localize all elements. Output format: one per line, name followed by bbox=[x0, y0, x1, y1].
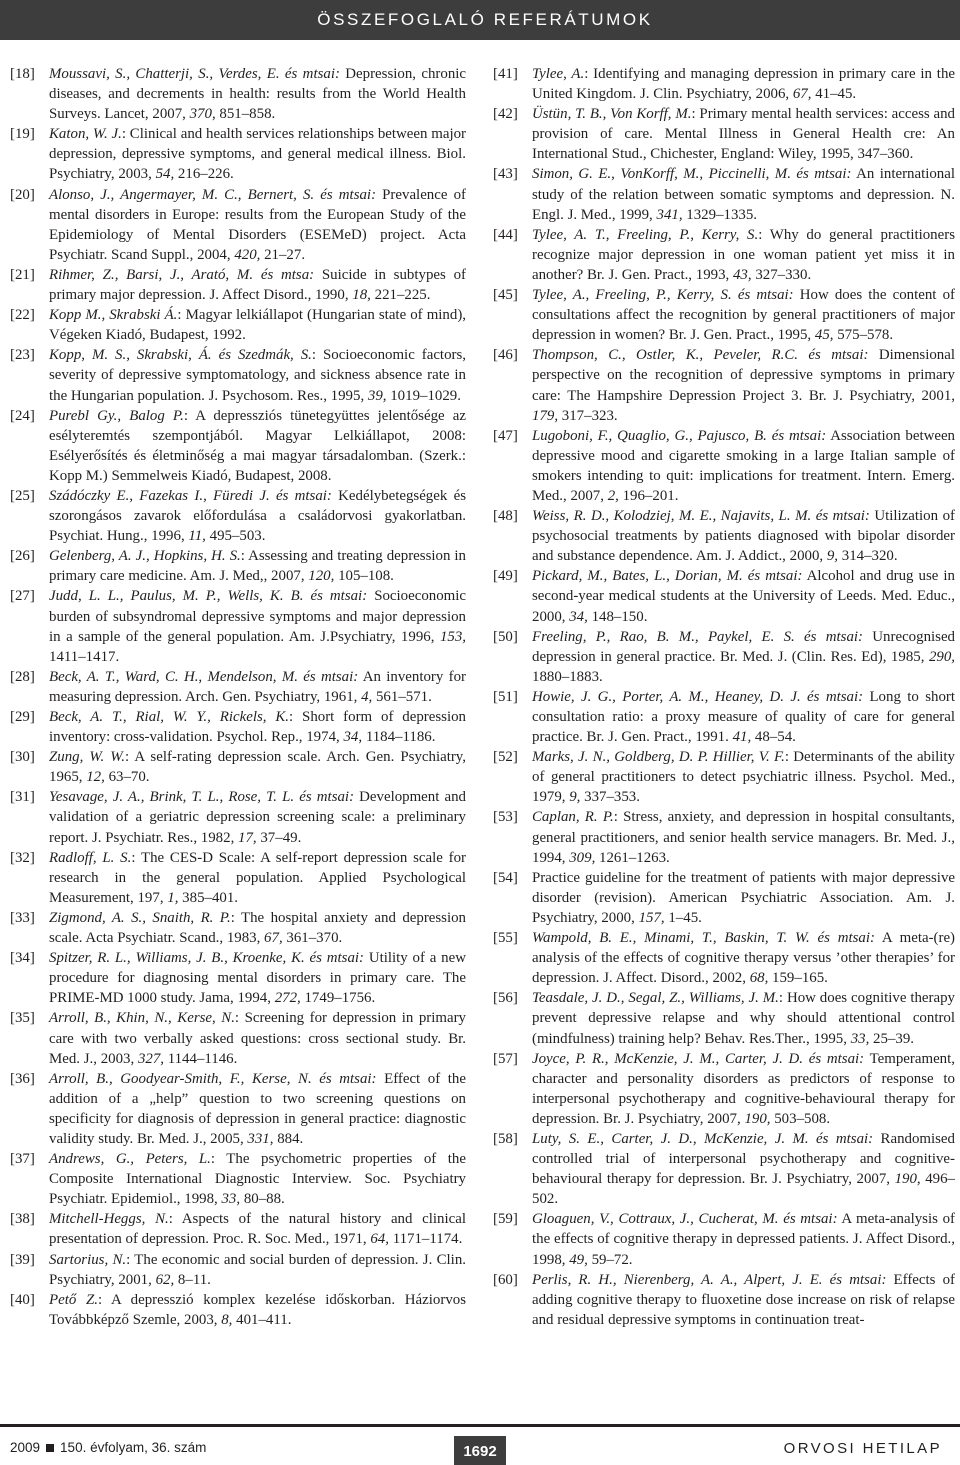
reference-item bbox=[10, 667, 466, 707]
reference-number: [56] bbox=[493, 990, 518, 1007]
reference-authors: Kopp M., Skrabski Á. bbox=[49, 307, 178, 324]
reference-volume: 327, bbox=[137, 1050, 164, 1067]
reference-item bbox=[493, 1129, 955, 1209]
reference-text: Depression, chronic diseases, and decrements in health: results from the World Health Surveys. Lancet, 2007, bbox=[49, 66, 467, 123]
reference-number: [38] bbox=[10, 1211, 35, 1228]
reference-volume: 153, bbox=[439, 628, 466, 645]
reference-authors: Weiss, R. D., Kolodziej, M. E., Najavits, L. M. és mtsai: bbox=[532, 508, 870, 525]
reference-pages: 216–226. bbox=[174, 166, 234, 183]
journal-name: ORVOSI HETILAP bbox=[783, 1440, 942, 1457]
reference-pages: 361–370. bbox=[282, 930, 343, 947]
reference-authors: Howie, J. G., Porter, A. M., Heaney, D. J. és mtsai: bbox=[532, 688, 864, 705]
reference-text: : The psychometric properties of the Composite International Diagnostic Interview. Soc. Psychiatry Psychiatr. Epidemiol., 1998, bbox=[49, 1151, 466, 1208]
reference-authors: Szádóczky E., Fazekas I., Füredi J. és mtsai: bbox=[49, 487, 332, 504]
reference-authors: Beck, A. T., Rial, W. Y., Rickels, K. bbox=[49, 709, 290, 725]
reference-number: [31] bbox=[10, 789, 35, 806]
reference-volume: 2, bbox=[607, 487, 619, 504]
reference-pages: 327–330. bbox=[751, 266, 812, 283]
reference-authors: Moussavi, S., Chatterji, S., Verdes, E. és mtsai: bbox=[49, 66, 340, 82]
reference-number: [32] bbox=[10, 849, 35, 866]
reference-text: Suicide in subtypes of primary major depression. J. Affect Disord., 1990, bbox=[49, 266, 466, 304]
reference-item bbox=[10, 124, 466, 184]
reference-authors: Alonso, J., Angermayer, M. C., Bernert, S. és mtsai: bbox=[49, 186, 377, 203]
reference-volume: 420, bbox=[234, 246, 261, 263]
reference-authors: Mitchell-Heggs, N. bbox=[49, 1211, 169, 1228]
reference-number: [22] bbox=[10, 307, 35, 324]
reference-authors: Kopp, M. S., Skrabski, Á. és Szedmák, S. bbox=[49, 347, 312, 364]
reference-authors: Gloaguen, V., Cottraux, J., Cucherat, M. és mtsai: bbox=[532, 1211, 838, 1228]
reference-text: : How does cognitive therapy prevent depressive relapse and why should attentional control (mindfulness) training help? Behav. Res.Ther., 1995, bbox=[532, 990, 955, 1047]
reference-item bbox=[493, 285, 955, 345]
reference-number: [57] bbox=[493, 1050, 518, 1067]
reference-pages: 59–72. bbox=[587, 1251, 633, 1268]
reference-number: [23] bbox=[10, 347, 35, 364]
reference-text: : Short form of depression inventory: cross-validation. Psychol. Rep., 1974, bbox=[49, 709, 466, 746]
reference-item bbox=[493, 1049, 955, 1129]
reference-number: [58] bbox=[493, 1130, 518, 1147]
reference-number: [20] bbox=[10, 186, 35, 203]
reference-pages: 314–320. bbox=[838, 548, 898, 565]
reference-item bbox=[493, 164, 955, 224]
reference-text: Kedélybetegségek és szorongásos zavarok előfordulása a családorvosi gyakorlatban. Psychiat. Hung., 1996, bbox=[49, 487, 466, 545]
reference-number: [49] bbox=[493, 568, 518, 585]
reference-text: Dimensional perspective on the recognition of depressive symptoms in primary care: The Hampshire Depression Project 3. Br. J. Psychiatry, 2001, bbox=[532, 347, 955, 404]
reference-number: [19] bbox=[10, 126, 35, 143]
reference-volume: 8, bbox=[221, 1311, 233, 1328]
reference-authors: Zigmond, A. S., Snaith, R. P. bbox=[49, 909, 231, 926]
reference-volume: 68, bbox=[749, 970, 769, 987]
reference-number: [42] bbox=[493, 106, 518, 123]
reference-volume: 272, bbox=[274, 990, 301, 1007]
reference-item bbox=[10, 1069, 466, 1149]
reference-pages: 496–502. bbox=[532, 1171, 955, 1208]
issue-info bbox=[10, 1440, 206, 1455]
reference-authors: Joyce, P. R., McKenzie, J. M., Carter, J. D. és mtsai: bbox=[532, 1050, 865, 1067]
reference-number: [25] bbox=[10, 487, 35, 504]
reference-authors: Wampold, B. E., Minami, T., Baskin, T. W. és mtsai: bbox=[532, 930, 875, 947]
reference-text: Alcohol and drug use in second-year medical students at the University of Leeds. Med. Educ., 2000, bbox=[532, 568, 955, 625]
reference-item bbox=[10, 848, 466, 908]
reference-number: [53] bbox=[493, 809, 518, 826]
reference-text: A meta-(re) analysis of the effects of cognitive therapy versus ’other therapies’ for depression. J. Affect. Disord., 2002, bbox=[532, 930, 956, 987]
reference-item bbox=[10, 406, 466, 486]
reference-authors: Spitzer, R. L., Williams, J. B., Kroenke, K. és mtsai: bbox=[49, 950, 364, 967]
references-right-column bbox=[493, 64, 955, 1330]
reference-volume: 17, bbox=[238, 829, 257, 846]
reference-authors: Sartorius, N. bbox=[49, 1251, 127, 1268]
footer-divider bbox=[0, 1424, 960, 1427]
reference-text: : Assessing and treating depression in primary care medicine. Am. J. Med,, 2007, bbox=[49, 548, 467, 585]
reference-item bbox=[493, 747, 955, 807]
reference-volume: 4, bbox=[361, 688, 373, 705]
reference-text: : Primary mental health services: access and provision of care. Mental Illness in General Health cre: An International Stud., Chichester, England: Wiley, 1995, 347–360. bbox=[532, 106, 955, 163]
reference-authors: Perlis, R. H., Nierenberg, A. A., Alpert, J. E. és mtsai: bbox=[532, 1271, 887, 1288]
section-title: ÖSSZEFOGLALÓ REFERÁTUMOK bbox=[317, 10, 653, 29]
reference-volume: 49, bbox=[569, 1251, 588, 1268]
reference-authors: Gelenberg, A. J., Hopkins, H. S. bbox=[49, 548, 241, 565]
reference-authors: Lugoboni, F., Quaglio, G., Pajusco, B. és mtsai: bbox=[532, 427, 827, 444]
reference-text: : A depressziós tünetegyüttes jelentősége az esélyteremtés szempontjából. Magyar Lelkiállapot, 2008: Esélyerősítés és életminőség a mai magyar társadalomban. (Szerk.: Kopp M.) Semmelweis Kiadó, Budapest, 2008. bbox=[49, 407, 466, 484]
reference-text: : Screening for depression in primary care with two verbally asked questions: cross sectional study. Br. Med. J., 2003, bbox=[49, 1010, 466, 1067]
reference-number: [59] bbox=[493, 1211, 518, 1228]
reference-volume: 34, bbox=[343, 729, 363, 746]
reference-number: [51] bbox=[493, 688, 518, 705]
reference-volume: 157, bbox=[638, 909, 665, 926]
reference-volume: 54, bbox=[155, 166, 175, 183]
reference-authors: Rihmer, Z., Barsi, J., Arató, M. és mtsa: bbox=[49, 266, 315, 283]
reference-volume: 18, bbox=[352, 287, 371, 304]
reference-text: Socioeconomic burden of subsyndromal depressive symptoms and major depression in a sample of the general population. Am. J.Psychiatry, 1996, bbox=[49, 588, 466, 645]
reference-volume: 9, bbox=[826, 548, 839, 565]
reference-pages: 1411–1417. bbox=[49, 648, 120, 665]
reference-pages: 385–401. bbox=[178, 889, 239, 906]
reference-number: [40] bbox=[10, 1291, 35, 1308]
reference-pages: 1184–1186. bbox=[362, 729, 436, 746]
reference-number: [28] bbox=[10, 668, 35, 685]
reference-item bbox=[493, 687, 955, 747]
reference-text: : Clinical and health services relationships between major depression, depressive symptoms, and general medical illness. Biol. Psychiatry, 2003, bbox=[49, 126, 466, 183]
reference-authors: Arroll, B., Khin, N., Kerse, N. bbox=[49, 1010, 235, 1027]
reference-number: [43] bbox=[493, 166, 518, 183]
reference-pages: 1–45. bbox=[664, 909, 702, 926]
reference-pages: 1749–1756. bbox=[300, 990, 376, 1007]
reference-pages: 495–503. bbox=[205, 528, 266, 545]
reference-item bbox=[10, 707, 466, 747]
reference-number: [54] bbox=[493, 869, 518, 886]
reference-number: [35] bbox=[10, 1010, 35, 1027]
reference-text: : The hospital anxiety and depression scale. Acta Psychiatr. Scand., 1983, bbox=[49, 909, 466, 947]
reference-authors: Yesavage, J. A., Brink, T. L., Rose, T. L. és mtsai: bbox=[49, 789, 355, 806]
reference-volume: 341, bbox=[656, 206, 683, 223]
reference-text: How does the content of consultations affect the recognition by general practitioners of major depression in women? Br. J. Gen. Pract., 1995, bbox=[532, 287, 955, 344]
reference-text: : A depresszió komplex kezelése időskorban. Háziorvos Továbbképző Szemle, 2003, bbox=[49, 1291, 467, 1328]
reference-item bbox=[10, 64, 466, 124]
reference-pages: 1880–1883. bbox=[532, 668, 603, 685]
reference-authors: Luty, S. E., Carter, J. D., McKenzie, J. M. és mtsai: bbox=[532, 1130, 874, 1147]
reference-volume: 62, bbox=[155, 1271, 175, 1288]
reference-pages: 503–508. bbox=[770, 1110, 831, 1127]
reference-item bbox=[493, 868, 955, 928]
reference-text: Randomised controlled trial of interpersonal psychotherapy and cognitive-behavioural therapy for depression. Br. J. Psychiatry, 2007, bbox=[532, 1130, 955, 1188]
reference-number: [29] bbox=[10, 709, 35, 725]
reference-number: [27] bbox=[10, 588, 35, 605]
reference-volume: 67, bbox=[792, 86, 812, 103]
reference-item bbox=[10, 948, 466, 1008]
reference-item bbox=[493, 104, 955, 164]
reference-number: [46] bbox=[493, 347, 518, 364]
reference-authors: Tylee, A. bbox=[532, 66, 585, 82]
reference-text: : Stress, anxiety, and depression in hospital consultants, general practitioners, and senior health service managers. Br. Med. J., 1994, bbox=[532, 809, 955, 866]
reference-authors: Simon, G. E., VonKorff, M., Piccinelli, M. és mtsai: bbox=[532, 166, 852, 183]
reference-authors: Beck, A. T., Ward, C. H., Mendelson, M. és mtsai: bbox=[49, 668, 359, 685]
reference-volume: 309, bbox=[569, 849, 596, 866]
reference-text: : The CES-D Scale: A self-report depression scale for research in the general population. Applied Psychological Measurement, 197, bbox=[49, 849, 466, 906]
reference-pages: 1261–1263. bbox=[595, 849, 670, 866]
reference-volume: 179, bbox=[532, 407, 559, 424]
reference-number: [48] bbox=[493, 508, 518, 525]
reference-text: : Determinants of the ability of general practitioners to detect psychiatric illness. Psychol. Med., 1979, bbox=[532, 749, 955, 806]
reference-item bbox=[10, 486, 466, 546]
reference-number: [45] bbox=[493, 287, 518, 304]
reference-authors: Freeling, P., Rao, B. M., Paykel, E. S. és mtsai: bbox=[532, 628, 863, 645]
reference-text: Practice guideline for the treatment of patients with major depressive disorder (revision). American Psychiatric Association. Am. J. Psychiatry, 2000, bbox=[532, 869, 955, 926]
reference-item bbox=[10, 1008, 466, 1068]
section-header bbox=[0, 0, 960, 40]
reference-pages: 884. bbox=[273, 1130, 304, 1147]
reference-volume: 9, bbox=[569, 789, 581, 806]
reference-volume: 290, bbox=[928, 648, 955, 665]
reference-number: [33] bbox=[10, 909, 35, 926]
reference-text: : Why do general practitioners recognize major depression in one woman patient yet miss it in another? Br. J. Gen. Pract., 1993, bbox=[532, 226, 955, 283]
reference-item bbox=[10, 1290, 466, 1330]
reference-number: [30] bbox=[10, 749, 35, 766]
reference-text: : A self-rating depression scale. Arch. Gen. Psychiatry, 1965, bbox=[49, 749, 466, 786]
reference-authors: Radloff, L. S. bbox=[49, 849, 132, 866]
reference-text: Unrecognised depression in general practice. Br. Med. J. (Clin. Res. Ed), 1985, bbox=[532, 628, 955, 665]
reference-pages: 80–88. bbox=[240, 1191, 285, 1208]
reference-number: [41] bbox=[493, 66, 518, 82]
reference-authors: Andrews, G., Peters, L. bbox=[49, 1151, 211, 1168]
reference-authors: Tylee, A., Freeling, P., Kerry, S. és mtsai: bbox=[532, 287, 794, 304]
reference-number: [44] bbox=[493, 226, 518, 243]
reference-item bbox=[493, 225, 955, 285]
reference-item bbox=[10, 747, 466, 787]
reference-item bbox=[493, 506, 955, 566]
reference-pages: 159–165. bbox=[768, 970, 828, 987]
reference-volume: 120, bbox=[308, 568, 335, 585]
reference-item bbox=[10, 345, 466, 405]
square-bullet-icon bbox=[46, 1444, 54, 1452]
reference-item bbox=[493, 1209, 955, 1269]
reference-volume: 190, bbox=[894, 1171, 921, 1188]
reference-item bbox=[10, 305, 466, 345]
reference-text: Long to short consultation ratio: a proxy measure of quality of care for general practice. Br. J. Gen. Pract., 1991. bbox=[532, 688, 956, 746]
reference-authors: Üstün, T. B., Von Korff, M. bbox=[532, 106, 692, 123]
reference-volume: 33, bbox=[221, 1191, 241, 1208]
reference-number: [21] bbox=[10, 266, 35, 283]
reference-text: Utilization of psychosocial treatments by patients diagnosed with bipolar disorder and substance dependence. Am. J. Addict., 2000, bbox=[532, 508, 955, 565]
reference-text: Effects of adding cognitive therapy to fluoxetine dose increase on risk of relapse and residual depressive symptoms in continuation treat- bbox=[532, 1271, 955, 1328]
reference-authors: Purebl Gy., Balog P. bbox=[49, 407, 184, 424]
reference-pages: 8–11. bbox=[174, 1271, 211, 1288]
reference-pages: 1329–1335. bbox=[682, 206, 758, 223]
reference-item bbox=[10, 1250, 466, 1290]
reference-authors: Caplan, R. P. bbox=[532, 809, 614, 826]
reference-authors: Arroll, B., Goodyear-Smith, F., Kerse, N. és mtsai: bbox=[49, 1070, 377, 1087]
reference-text: Temperament, character and personality disorders as predictors of response to interpersonal psychotherapy and cognitive-behavioural therapy for depression. Br. J. Psychiatry, 2007, bbox=[532, 1050, 955, 1127]
reference-authors: Katon, W. J. bbox=[49, 126, 122, 143]
reference-authors: Pető Z. bbox=[49, 1291, 99, 1308]
reference-volume: 12, bbox=[86, 769, 105, 786]
reference-pages: 561–571. bbox=[372, 688, 432, 705]
reference-item bbox=[493, 988, 955, 1048]
reference-authors: Zung, W. W. bbox=[49, 749, 126, 766]
reference-text: : Aspects of the natural history and clinical presentation of depression. Proc. R. Soc. Med., 1971, bbox=[49, 1211, 466, 1248]
reference-item bbox=[493, 1270, 955, 1330]
reference-number: [60] bbox=[493, 1271, 518, 1288]
reference-pages: 851–858. bbox=[215, 106, 276, 123]
reference-pages: 21–27. bbox=[260, 246, 306, 263]
reference-volume: 190, bbox=[744, 1110, 771, 1127]
reference-pages: 317–323. bbox=[558, 407, 618, 424]
reference-volume: 370, bbox=[189, 106, 216, 123]
reference-number: [39] bbox=[10, 1251, 35, 1268]
page-number: 1692 bbox=[454, 1436, 506, 1465]
reference-pages: 105–108. bbox=[334, 568, 394, 585]
reference-item bbox=[493, 426, 955, 506]
reference-pages: 221–225. bbox=[370, 287, 431, 304]
reference-pages: 1171–1174. bbox=[388, 1231, 463, 1248]
reference-number: [34] bbox=[10, 950, 35, 967]
reference-number: [47] bbox=[493, 427, 518, 444]
reference-volume: 64, bbox=[370, 1231, 389, 1248]
reference-authors: Judd, L. L., Paulus, M. P., Wells, K. B. és mtsai: bbox=[49, 588, 368, 605]
reference-item bbox=[493, 807, 955, 867]
reference-pages: 37–49. bbox=[256, 829, 302, 846]
reference-text: Effect of the addition of a „help” question to two screening questions on specificity for diagnosis of depression in general practice: diagnostic validity study. Br. Med. J., 2005, bbox=[49, 1070, 466, 1147]
reference-pages: 41–45. bbox=[811, 86, 857, 103]
reference-volume: 39, bbox=[367, 387, 387, 404]
reference-pages: 148–150. bbox=[587, 608, 648, 625]
reference-volume: 43, bbox=[732, 266, 752, 283]
reference-pages: 575–578. bbox=[833, 327, 894, 344]
reference-number: [36] bbox=[10, 1070, 35, 1087]
reference-volume: 67, bbox=[264, 930, 283, 947]
reference-number: [50] bbox=[493, 628, 518, 645]
reference-authors: Marks, J. N., Goldberg, D. P. Hillier, V. F. bbox=[532, 749, 785, 766]
reference-item bbox=[10, 908, 466, 948]
reference-number: [55] bbox=[493, 930, 518, 947]
reference-text: An inventory for measuring depression. Arch. Gen. Psychiatry, 1961, bbox=[49, 668, 466, 705]
reference-pages: 337–353. bbox=[580, 789, 640, 806]
reference-number: [18] bbox=[10, 66, 35, 82]
reference-text: : Socioeconomic factors, severity of depressive symptomatology, and sickness absence rate in the Hungarian population. J. Psychosom. Res., 1995, bbox=[49, 347, 466, 404]
reference-text: : Magyar lelkiállapot (Hungarian state of mind), Végeken Kiadó, Budapest, 1992. bbox=[49, 307, 466, 344]
reference-item bbox=[493, 566, 955, 626]
reference-pages: 1144–1146. bbox=[164, 1050, 238, 1067]
reference-item bbox=[10, 787, 466, 847]
reference-number: [37] bbox=[10, 1151, 35, 1168]
reference-number: [52] bbox=[493, 749, 518, 766]
reference-item bbox=[10, 265, 466, 305]
reference-volume: 34, bbox=[569, 608, 588, 625]
reference-item bbox=[493, 627, 955, 687]
reference-item bbox=[10, 1149, 466, 1209]
reference-text: An international study of the relation between somatic symptoms and depression. N. Engl. J. Med., 1999, bbox=[532, 166, 956, 223]
reference-volume: 41, bbox=[732, 729, 752, 746]
reference-text: Development and validation of a geriatric depression screening scale: a preliminary report. J. Psychiatr. Res., 1982, bbox=[49, 789, 466, 846]
reference-authors: Thompson, C., Ostler, K., Peveler, R.C. és mtsai: bbox=[532, 347, 869, 364]
reference-volume: 45, bbox=[814, 327, 834, 344]
reference-item bbox=[493, 345, 955, 425]
reference-volume: 33, bbox=[850, 1030, 870, 1047]
reference-authors: Tylee, A. T., Freeling, P., Kerry, S. bbox=[532, 226, 759, 243]
reference-text: Utility of a new procedure for diagnosing mental disorders in primary care. The PRIME-MD 1000 study. Jama, 1994, bbox=[49, 950, 466, 1007]
reference-text: : The economic and social burden of depression. J. Clin. Psychiatry, 2001, bbox=[49, 1251, 466, 1288]
reference-number: [26] bbox=[10, 548, 35, 565]
reference-text: : Identifying and managing depression in primary care in the United Kingdom. J. Clin. Psychiatry, 2006, bbox=[532, 66, 955, 103]
page-footer bbox=[0, 1436, 960, 1465]
reference-authors: Teasdale, J. D., Segal, Z., Williams, J. M. bbox=[532, 990, 779, 1007]
reference-text: Association between depressive mood and cigarette smoking in a large Italian sample of smokers intending to quit: implications for treatment. Intern. Emerg. Med., 2007, bbox=[532, 427, 955, 504]
reference-pages: 63–70. bbox=[104, 769, 150, 786]
reference-volume: 11, bbox=[188, 528, 206, 545]
reference-number: [24] bbox=[10, 407, 35, 424]
reference-authors: Pickard, M., Bates, L., Dorian, M. és mtsai: bbox=[532, 568, 803, 585]
reference-item bbox=[10, 546, 466, 586]
reference-pages: 25–39. bbox=[869, 1030, 914, 1047]
footer-year: 2009 bbox=[10, 1440, 41, 1455]
reference-text: A meta-analysis of the effects of cognitive therapy in depressed patients. J. Affect Disord., 1998, bbox=[532, 1211, 955, 1268]
reference-volume: 331, bbox=[247, 1130, 274, 1147]
reference-pages: 48–54. bbox=[751, 729, 796, 746]
reference-item bbox=[493, 64, 955, 104]
reference-item bbox=[10, 586, 466, 666]
reference-item bbox=[10, 1209, 466, 1249]
footer-issue: 150. évfolyam, 36. szám bbox=[60, 1440, 207, 1455]
reference-pages: 1019–1029. bbox=[386, 387, 461, 404]
reference-item bbox=[10, 185, 466, 265]
reference-pages: 401–411. bbox=[232, 1311, 292, 1328]
references-left-column bbox=[10, 64, 466, 1330]
reference-text: Prevalence of mental disorders in Europe: results from the European Study of the Epidemiology of Mental Disorders (ESEMeD) project. Acta Psychiatr. Scand Suppl., 2004, bbox=[49, 186, 466, 263]
reference-pages: 196–201. bbox=[618, 487, 679, 504]
reference-volume: 1, bbox=[167, 889, 179, 906]
reference-item bbox=[493, 928, 955, 988]
